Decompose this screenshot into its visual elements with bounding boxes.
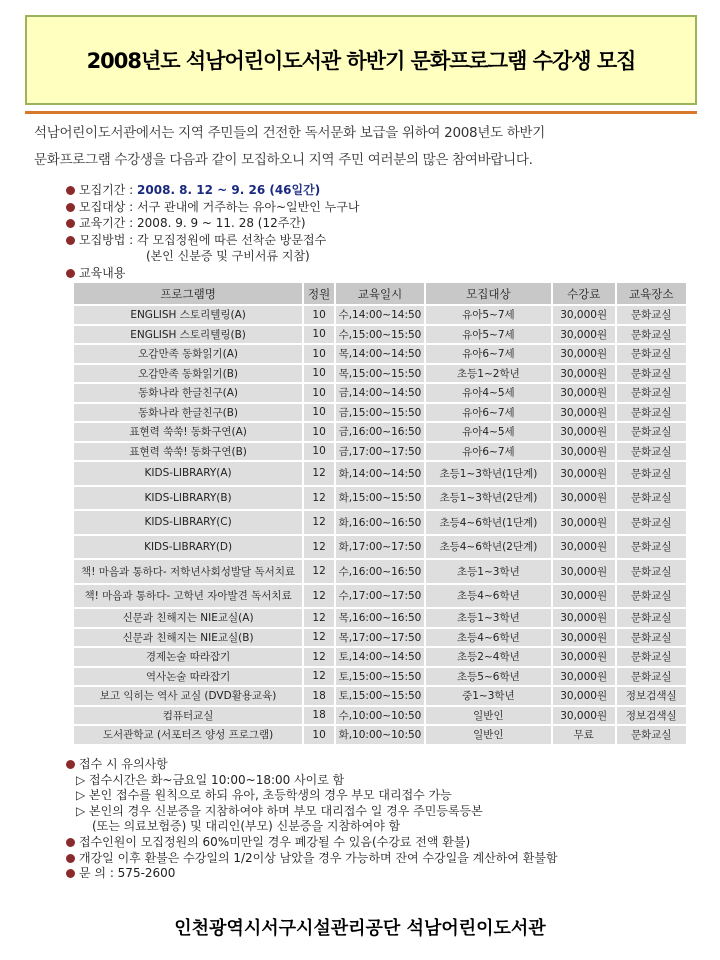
method-note: (본인 신분증 및 구비서류 지참) bbox=[146, 249, 310, 263]
cell-capacity: 10 bbox=[304, 306, 334, 324]
page-title: 2008년도 석남어린이도서관 하반기 문화프로그램 수강생 모집 bbox=[86, 49, 636, 73]
table-row bbox=[74, 726, 686, 744]
cell-schedule: 수,15:00~15:50 bbox=[336, 326, 424, 344]
cell-fee: 30,000원 bbox=[553, 384, 615, 402]
cell-target: 일반인 bbox=[426, 726, 551, 744]
info-target bbox=[66, 199, 359, 216]
cell-fee: 30,000원 bbox=[553, 511, 615, 534]
cell-capacity: 10 bbox=[304, 345, 334, 363]
cell-program-name: KIDS-LIBRARY(D) bbox=[74, 536, 302, 559]
cell-schedule: 화,16:00~16:50 bbox=[336, 511, 424, 534]
cell-fee: 30,000원 bbox=[553, 306, 615, 324]
table-row bbox=[74, 384, 686, 402]
cell-target: 초등1~3학년 bbox=[426, 609, 551, 627]
cell-program-name: 동화나라 한글친구(A) bbox=[74, 384, 302, 402]
cell-target: 초등1~3학년(2단계) bbox=[426, 487, 551, 510]
table-row bbox=[74, 585, 686, 608]
bullet-icon bbox=[66, 203, 75, 212]
table-row bbox=[74, 668, 686, 686]
cell-schedule: 금,16:00~16:50 bbox=[336, 423, 424, 441]
cell-location: 문화교실 bbox=[617, 326, 686, 344]
table-row bbox=[74, 423, 686, 441]
cell-target: 초등4~6학년 bbox=[426, 629, 551, 647]
contact-note bbox=[66, 866, 558, 882]
cell-location: 문화교실 bbox=[617, 404, 686, 422]
notes bbox=[66, 757, 558, 882]
cell-capacity: 12 bbox=[304, 648, 334, 666]
cell-schedule: 토,15:00~15:50 bbox=[336, 668, 424, 686]
cell-program-name: 오감만족 동화읽기(B) bbox=[74, 365, 302, 383]
table-row bbox=[74, 462, 686, 485]
cell-fee: 30,000원 bbox=[553, 404, 615, 422]
cell-capacity: 12 bbox=[304, 585, 334, 608]
cell-target: 초등1~3학년(1단계) bbox=[426, 462, 551, 485]
cell-schedule: 목,16:00~16:50 bbox=[336, 609, 424, 627]
cell-capacity: 10 bbox=[304, 365, 334, 383]
cell-capacity: 18 bbox=[304, 687, 334, 705]
cell-program-name: 표현력 쑥쑥! 동화구연(B) bbox=[74, 443, 302, 461]
cell-schedule: 금,15:00~15:50 bbox=[336, 404, 424, 422]
table-row bbox=[74, 306, 686, 324]
cell-capacity: 10 bbox=[304, 404, 334, 422]
header-capacity: 정원 bbox=[304, 283, 334, 304]
bullet-icon bbox=[66, 760, 75, 769]
cell-fee: 무료 bbox=[553, 726, 615, 744]
cell-target: 유아4~5세 bbox=[426, 384, 551, 402]
content-label: 교육내용 bbox=[79, 265, 126, 280]
table-row bbox=[74, 648, 686, 666]
cell-capacity: 12 bbox=[304, 487, 334, 510]
cell-target: 유아5~7세 bbox=[426, 326, 551, 344]
cell-target: 초등2~4학년 bbox=[426, 648, 551, 666]
cell-target: 초등4~6학년 bbox=[426, 585, 551, 608]
cell-program-name: 역사논술 따라잡기 bbox=[74, 668, 302, 686]
intro-line: 석남어린이도서관에서는 지역 주민들의 건전한 독서문화 보급을 위하여 2008년도 하반기 bbox=[34, 125, 546, 141]
cell-target: 초등1~3학년 bbox=[426, 560, 551, 583]
table-header bbox=[74, 283, 686, 304]
cell-capacity: 18 bbox=[304, 707, 334, 725]
cell-location: 문화교실 bbox=[617, 585, 686, 608]
cell-target: 초등5~6학년 bbox=[426, 668, 551, 686]
cell-schedule: 수,16:00~16:50 bbox=[336, 560, 424, 583]
cell-target: 유아4~5세 bbox=[426, 423, 551, 441]
cell-location: 문화교실 bbox=[617, 345, 686, 363]
title-box bbox=[25, 15, 697, 105]
cell-capacity: 12 bbox=[304, 511, 334, 534]
cell-schedule: 금,17:00~17:50 bbox=[336, 443, 424, 461]
cell-schedule: 금,14:00~14:50 bbox=[336, 384, 424, 402]
table-row bbox=[74, 487, 686, 510]
bullet-icon bbox=[66, 838, 75, 847]
cell-schedule: 수,17:00~17:50 bbox=[336, 585, 424, 608]
cell-schedule: 화,14:00~14:50 bbox=[336, 462, 424, 485]
bullet-icon bbox=[66, 854, 75, 863]
cell-fee: 30,000원 bbox=[553, 443, 615, 461]
note-item: ▷ 접수시간은 화~금요일 10:00~18:00 사이로 함 bbox=[76, 772, 345, 787]
cancel-note bbox=[66, 835, 558, 851]
cell-location: 문화교실 bbox=[617, 560, 686, 583]
header-location: 교육장소 bbox=[617, 283, 686, 304]
cell-location: 문화교실 bbox=[617, 306, 686, 324]
cell-target: 유아6~7세 bbox=[426, 345, 551, 363]
bullet-icon bbox=[66, 269, 75, 278]
cell-location: 문화교실 bbox=[617, 609, 686, 627]
cell-schedule: 수,14:00~14:50 bbox=[336, 306, 424, 324]
cell-program-name: 신문과 친해지는 NIE교실(A) bbox=[74, 609, 302, 627]
cell-capacity: 10 bbox=[304, 726, 334, 744]
cell-fee: 30,000원 bbox=[553, 326, 615, 344]
table-row bbox=[74, 404, 686, 422]
cell-location: 문화교실 bbox=[617, 536, 686, 559]
cell-target: 초등4~6학년(1단계) bbox=[426, 511, 551, 534]
cell-location: 문화교실 bbox=[617, 668, 686, 686]
cell-fee: 30,000원 bbox=[553, 423, 615, 441]
cell-location: 문화교실 bbox=[617, 462, 686, 485]
header-fee: 수강료 bbox=[553, 283, 615, 304]
cell-location: 문화교실 bbox=[617, 423, 686, 441]
table-row bbox=[74, 707, 686, 725]
cell-capacity: 12 bbox=[304, 629, 334, 647]
cell-schedule: 수,10:00~10:50 bbox=[336, 707, 424, 725]
note-item: ▷ 본인 접수를 원칙으로 하되 유아, 초등학생의 경우 부모 대리접수 가능 bbox=[76, 788, 452, 803]
bullet-icon bbox=[66, 236, 75, 245]
cell-fee: 30,000원 bbox=[553, 462, 615, 485]
cell-schedule: 목,17:00~17:50 bbox=[336, 629, 424, 647]
info-period bbox=[66, 182, 359, 199]
bullet-icon bbox=[66, 186, 75, 195]
cell-program-name: 보고 익히는 역사 교실 (DVD활용교육) bbox=[74, 687, 302, 705]
cell-schedule: 토,15:00~15:50 bbox=[336, 687, 424, 705]
cell-program-name: 표현력 쑥쑥! 동화구연(A) bbox=[74, 423, 302, 441]
cell-target: 초등1~2학년 bbox=[426, 365, 551, 383]
info-list bbox=[66, 182, 359, 281]
cell-target: 유아6~7세 bbox=[426, 443, 551, 461]
divider bbox=[25, 111, 697, 114]
period-label: 모집기간 : bbox=[79, 183, 138, 197]
cell-fee: 30,000원 bbox=[553, 536, 615, 559]
program-table bbox=[72, 281, 688, 746]
cell-fee: 30,000원 bbox=[553, 629, 615, 647]
bullet-icon bbox=[66, 219, 75, 228]
cell-target: 중1~3학년 bbox=[426, 687, 551, 705]
info-edu-period bbox=[66, 215, 359, 232]
table-row bbox=[74, 609, 686, 627]
cell-capacity: 10 bbox=[304, 423, 334, 441]
cell-program-name: 경제논술 따라잡기 bbox=[74, 648, 302, 666]
cell-program-name: KIDS-LIBRARY(A) bbox=[74, 462, 302, 485]
cell-fee: 30,000원 bbox=[553, 648, 615, 666]
cell-location: 문화교실 bbox=[617, 487, 686, 510]
cell-fee: 30,000원 bbox=[553, 707, 615, 725]
table-row bbox=[74, 365, 686, 383]
cell-program-name: 오감만족 동화읽기(A) bbox=[74, 345, 302, 363]
cell-capacity: 12 bbox=[304, 609, 334, 627]
period-value: 2008. 8. 12 ~ 9. 26 (46일간) bbox=[137, 183, 321, 197]
table-row bbox=[74, 511, 686, 534]
cell-location: 문화교실 bbox=[617, 648, 686, 666]
cell-program-name: 신문과 친해지는 NIE교실(B) bbox=[74, 629, 302, 647]
notes-heading bbox=[66, 757, 558, 773]
cell-capacity: 12 bbox=[304, 536, 334, 559]
footer-org: 인천광역시서구시설관리공단 석남어린이도서관 bbox=[174, 918, 546, 939]
cell-fee: 30,000원 bbox=[553, 687, 615, 705]
refund-note bbox=[66, 851, 558, 867]
cell-fee: 30,000원 bbox=[553, 609, 615, 627]
header-program-name: 프로그램명 bbox=[74, 283, 302, 304]
cell-program-name: ENGLISH 스토리텔링(B) bbox=[74, 326, 302, 344]
header-target: 모집대상 bbox=[426, 283, 551, 304]
cell-schedule: 목,15:00~15:50 bbox=[336, 365, 424, 383]
info-content bbox=[66, 265, 359, 282]
cell-schedule: 토,14:00~14:50 bbox=[336, 648, 424, 666]
cell-schedule: 화,15:00~15:50 bbox=[336, 487, 424, 510]
intro-text bbox=[34, 120, 694, 174]
method-text: 모집방법 : 각 모집정원에 따른 선착순 방문접수 bbox=[79, 232, 327, 247]
cell-program-name: 동화나라 한글친구(B) bbox=[74, 404, 302, 422]
table-row bbox=[74, 326, 686, 344]
cell-target: 일반인 bbox=[426, 707, 551, 725]
cell-capacity: 12 bbox=[304, 462, 334, 485]
table-row bbox=[74, 687, 686, 705]
info-method bbox=[66, 232, 359, 249]
cell-schedule: 화,10:00~10:50 bbox=[336, 726, 424, 744]
table-row bbox=[74, 345, 686, 363]
table-row bbox=[74, 536, 686, 559]
cell-capacity: 10 bbox=[304, 384, 334, 402]
contact-text: 문 의 : 575-2600 bbox=[79, 866, 176, 881]
cell-program-name: 컴퓨터교실 bbox=[74, 707, 302, 725]
intro-line: 문화프로그램 수강생을 다음과 같이 모집하오니 지역 주민 여러분의 많은 참여바랍니다. bbox=[34, 152, 533, 168]
cell-location: 문화교실 bbox=[617, 726, 686, 744]
cell-location: 정보검색실 bbox=[617, 687, 686, 705]
cell-program-name: KIDS-LIBRARY(B) bbox=[74, 487, 302, 510]
cell-location: 문화교실 bbox=[617, 629, 686, 647]
refund-text: 개강일 이후 환불은 수강일의 1/2이상 남았을 경우 가능하며 잔여 수강일을 계산하여 환불함 bbox=[79, 850, 558, 865]
table-row bbox=[74, 443, 686, 461]
cell-capacity: 12 bbox=[304, 560, 334, 583]
cell-target: 유아5~7세 bbox=[426, 306, 551, 324]
cell-program-name: 책! 마음과 통하다- 저학년사회성발달 독서치료 bbox=[74, 560, 302, 583]
cell-schedule: 목,14:00~14:50 bbox=[336, 345, 424, 363]
cell-fee: 30,000원 bbox=[553, 560, 615, 583]
cell-fee: 30,000원 bbox=[553, 487, 615, 510]
cell-schedule: 화,17:00~17:50 bbox=[336, 536, 424, 559]
cell-fee: 30,000원 bbox=[553, 345, 615, 363]
target-text: 모집대상 : 서구 관내에 거주하는 유아~일반인 누구나 bbox=[79, 199, 360, 214]
bullet-icon bbox=[66, 869, 75, 878]
table-row bbox=[74, 560, 686, 583]
header-schedule: 교육일시 bbox=[336, 283, 424, 304]
cell-fee: 30,000원 bbox=[553, 668, 615, 686]
cell-program-name: ENGLISH 스토리텔링(A) bbox=[74, 306, 302, 324]
cell-program-name: 도서관학교 (서포터즈 양성 프로그램) bbox=[74, 726, 302, 744]
cell-location: 문화교실 bbox=[617, 511, 686, 534]
edu-period-text: 교육기간 : 2008. 9. 9 ~ 11. 28 (12주간) bbox=[79, 216, 306, 230]
cell-fee: 30,000원 bbox=[553, 365, 615, 383]
cell-program-name: 책! 마음과 통하다- 고학년 자아발견 독서치료 bbox=[74, 585, 302, 608]
notes-heading-text: 접수 시 유의사항 bbox=[79, 757, 168, 771]
cell-location: 정보검색실 bbox=[617, 707, 686, 725]
cell-location: 문화교실 bbox=[617, 384, 686, 402]
cell-program-name: KIDS-LIBRARY(C) bbox=[74, 511, 302, 534]
cell-target: 초등4~6학년(2단계) bbox=[426, 536, 551, 559]
cancel-text: 접수인원이 모집정원의 60%미만일 경우 폐강될 수 있음(수강료 전액 환불) bbox=[79, 834, 471, 849]
cell-fee: 30,000원 bbox=[553, 585, 615, 608]
cell-capacity: 10 bbox=[304, 443, 334, 461]
cell-target: 유아6~7세 bbox=[426, 404, 551, 422]
table-row bbox=[74, 629, 686, 647]
note-item-cont: (또는 의료보험증) 및 대리인(부모) 신분증을 지참하여야 함 bbox=[92, 819, 401, 834]
note-item: ▷ 본인의 경우 신분증을 지참하여야 하며 부모 대리접수 일 경우 주민등록등본 bbox=[76, 803, 483, 818]
cell-location: 문화교실 bbox=[617, 443, 686, 461]
cell-capacity: 10 bbox=[304, 326, 334, 344]
cell-capacity: 12 bbox=[304, 668, 334, 686]
cell-location: 문화교실 bbox=[617, 365, 686, 383]
